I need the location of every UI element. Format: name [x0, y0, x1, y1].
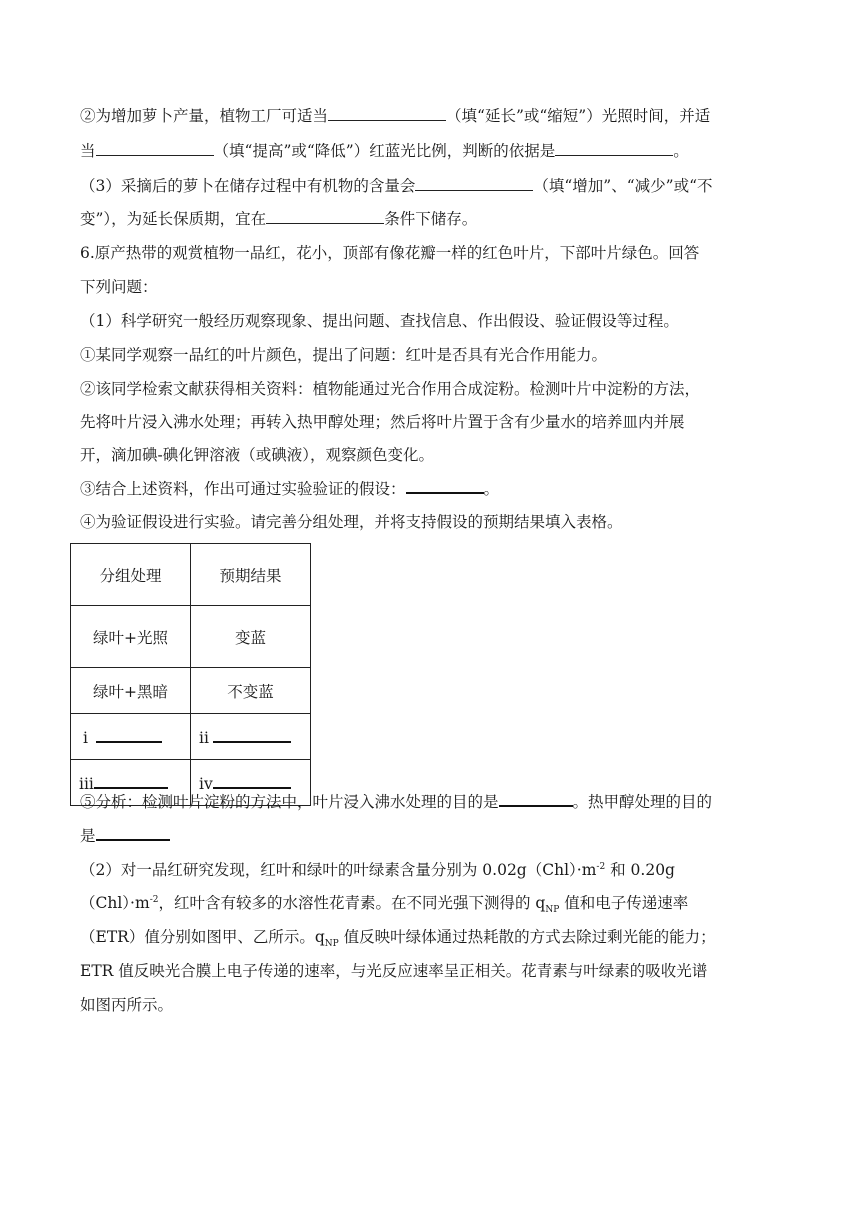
table-header-row [71, 544, 311, 606]
text-line: ②该同学检索文献获得相关资料：植物能通过光合作用合成淀粉。检测叶片中淀粉的方法， [80, 380, 701, 398]
answer-blank[interactable] [499, 791, 573, 807]
text-line: ③结合上述资料，作出可通过实验验证的假设： 。 [80, 480, 500, 498]
blank-label: i [83, 728, 88, 747]
text-line: $(Chl)\cdot m^{-2}$，红叶含有较多的水溶性花青素。在不同光强下测得的 $q_{NP}$ 值和电子传递速率 [80, 894, 689, 916]
answer-blank[interactable] [213, 727, 291, 743]
table-header: 预期结果 [191, 544, 311, 606]
table-row [71, 714, 311, 760]
text-line: 是 [80, 825, 170, 846]
text-line: 如图丙所示。 [80, 996, 174, 1014]
text-line: ④为验证假设进行实验。请完善分组处理，并将支持假设的预期结果填入表格。 [80, 513, 623, 531]
text-line: ⑤分析：检测叶片淀粉的方法中，叶片浸入沸水处理的目的是 。热甲醇处理的目的 [80, 793, 713, 811]
table-cell [191, 714, 311, 760]
question-stem: 6.原产热带的观赏植物一品红，花小，顶部有像花瓣一样的红色叶片，下部叶片绿色。回答 [80, 244, 700, 262]
answer-blank[interactable] [96, 141, 214, 156]
experiment-table [70, 543, 311, 806]
answer-blank[interactable] [94, 773, 168, 789]
answer-blank[interactable] [96, 825, 170, 841]
blank-label: ii [199, 728, 209, 747]
text-line: （1）科学研究一般经历观察现象、提出问题、查找信息、作出假设、验证假设等过程。 [80, 312, 679, 330]
answer-blank[interactable] [555, 141, 673, 156]
table-header: 分组处理 [71, 544, 191, 606]
text-line: 当 （填“提高”或“降低”）红蓝光比例，判断的依据是 。 [80, 142, 689, 160]
text-line: （3）采摘后的萝卜在储存过程中有机物的含量会 （填“增加”、“减少”或“不 [80, 177, 713, 195]
text-line: ETR 值反映光合膜上电子传递的速率，与光反应速率呈正相关。花青素与叶绿素的吸收光谱 [80, 962, 708, 980]
table-cell: 绿叶+黑暗 [71, 668, 191, 714]
answer-blank[interactable] [328, 106, 446, 121]
table-row [71, 668, 311, 714]
blank-label: iii [79, 774, 94, 793]
text-line: ①某同学观察一品红的叶片颜色，提出了问题：红叶是否具有光合作用能力。 [80, 346, 608, 364]
text-line: （2）对一品红研究发现，红叶和绿叶的叶绿素含量分别为 $0.02g(Chl)\cdot m^{-2}$ 和 0.20g [80, 861, 675, 879]
answer-blank[interactable] [415, 176, 533, 191]
text-line: 下列问题： [80, 278, 158, 296]
text-line: 变”），为延长保质期，宜在 条件下储存。 [80, 210, 478, 228]
text-line: （ETR）值分别如图甲、乙所示。$q_{NP}$ 值反映叶绿体通过热耗散的方式去除过剩光能的能力； [80, 928, 716, 950]
answer-blank[interactable] [96, 727, 162, 743]
table-cell: 变蓝 [191, 606, 311, 668]
table-cell: 不变蓝 [191, 668, 311, 714]
table-cell: 绿叶+光照 [71, 606, 191, 668]
table-row [71, 606, 311, 668]
blank-label: iv [199, 774, 213, 793]
answer-blank[interactable] [266, 209, 384, 224]
text-line: 先将叶片浸入沸水处理；再转入热甲醇处理；然后将叶片置于含有少量水的培养皿内并展 [80, 413, 685, 431]
text-line: 开，滴加碘-碘化钾溶液（或碘液），观察颜色变化。 [80, 446, 434, 464]
table-cell [71, 714, 191, 760]
text-line: ②为增加萝卜产量，植物工厂可适当 （填“延长”或“缩短”）光照时间，并适 [80, 107, 711, 125]
answer-blank[interactable] [406, 478, 484, 494]
answer-blank[interactable] [213, 773, 291, 789]
